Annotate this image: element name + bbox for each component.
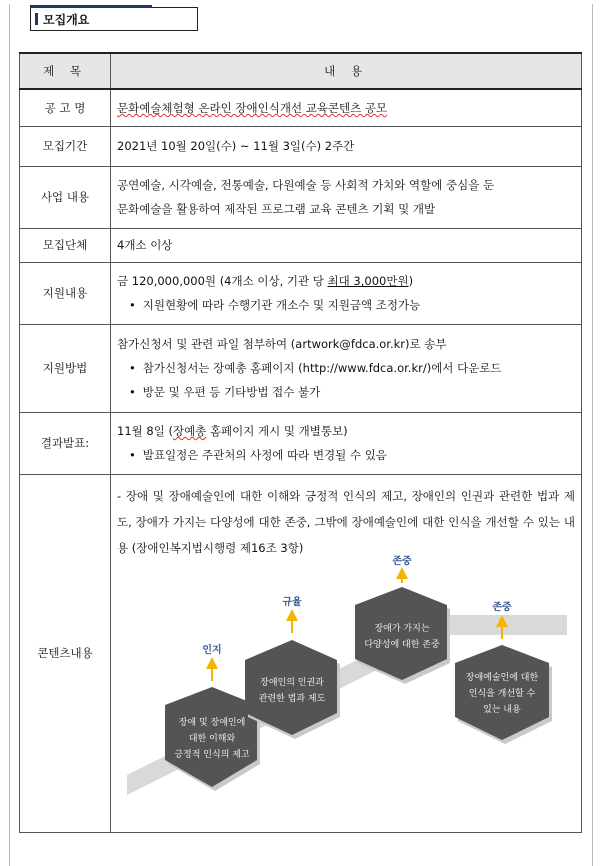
row-label-period: 모집기간 — [20, 126, 111, 166]
hexagon-3 — [355, 555, 450, 684]
result-date-text: 11월 8일 ( — [117, 424, 173, 438]
result-suffix-text: 홈페이지 게시 및 개별통보) — [206, 424, 348, 438]
table-row — [20, 89, 582, 126]
hexagon-4-line-2: 인식을 개선할 수 — [468, 688, 536, 699]
row-value-period: 2021년 10월 20일(수) ~ 11월 3일(수) 2주간 — [111, 126, 582, 166]
business-line-1: 공연예술, 시각예술, 전통예술, 다원예술 등 사회적 가치와 역할에 중심을 둔 — [117, 178, 495, 192]
table-row — [20, 126, 582, 166]
method-line-1: 참가신청서 및 관련 파일 첨부하여 (artwork@fdca.or.kr)로 송부 — [117, 337, 447, 351]
row-value-support — [111, 262, 582, 324]
row-label-result: 결과발표: — [20, 412, 111, 474]
hexagon-diagram-svg — [117, 555, 577, 810]
overview-table — [19, 52, 582, 833]
header-content-cell: 내 용 — [111, 53, 582, 89]
row-label-support: 지원내용 — [20, 262, 111, 324]
hexagon-3-title: 존중 — [392, 555, 412, 567]
business-line-2: 문화예술을 활용하여 제작된 프로그램 교육 콘텐츠 기획 및 개발 — [117, 202, 436, 216]
table-header-row — [20, 53, 582, 89]
header-title-cell: 제 목 — [20, 53, 111, 89]
row-value-content — [111, 474, 582, 832]
table-row — [20, 412, 582, 474]
method-bullet-1: • 참가신청서는 장예총 홈페이지 (http://www.fdca.or.kr/)에서 다운로드 — [117, 356, 575, 380]
support-close-paren: ) — [408, 274, 414, 288]
support-amount-text: 금 120,000,000원 (4개소 이상, 기관 당 — [117, 274, 328, 288]
row-value-method — [111, 324, 582, 412]
method-bullet-2: • 방문 및 우편 등 기타방법 접수 불가 — [117, 380, 575, 404]
hexagon-4-title: 존중 — [492, 601, 512, 613]
hexagon-4-line-1: 장애예술인에 대한 — [465, 672, 539, 683]
hexagon-2-line-2: 관련한 법과 제도 — [258, 693, 326, 704]
support-bullet-1: • 지원현황에 따라 수행기관 개소수 및 지원금액 조정가능 — [117, 293, 575, 317]
section-title: 모집개요 — [43, 13, 90, 27]
table-row — [20, 228, 582, 262]
hexagon-2-line-1: 장애인의 인권과 — [260, 677, 324, 688]
row-value-result — [111, 412, 582, 474]
hexagon-diagram — [117, 555, 575, 810]
hexagon-2 — [245, 595, 340, 739]
row-value-groups: 4개소 이상 — [111, 228, 582, 262]
result-line-1 — [117, 419, 575, 443]
hexagon-1-line-3: 긍정적 인식의 제고 — [174, 749, 250, 760]
hexagon-1-line-2: 대한 이해와 — [188, 733, 236, 744]
row-value-title — [111, 89, 582, 126]
hexagon-1-line-1: 장애 및 장애인에 — [178, 717, 246, 728]
table-row — [20, 262, 582, 324]
support-max-text: 최대 3,000만원 — [327, 274, 409, 288]
row-value-business — [111, 166, 582, 228]
hexagon-3-line-1: 장애가 가지는 — [374, 623, 430, 634]
support-line-1 — [117, 269, 575, 293]
table-row — [20, 324, 582, 412]
result-bullet-1: • 발표일정은 주관처의 사정에 따라 변경될 수 있음 — [117, 443, 575, 467]
result-org-text: 장예총 — [172, 424, 207, 438]
row-label-groups: 모집단체 — [20, 228, 111, 262]
hexagon-2-title: 규율 — [282, 596, 302, 608]
hexagon-1-title: 인지 — [202, 644, 222, 656]
row-label-business: 사업 내용 — [20, 166, 111, 228]
row-label-method: 지원방법 — [20, 324, 111, 412]
hexagon-3-line-2: 다양성에 대한 존중 — [364, 639, 440, 650]
hexagon-4-line-3: 있는 내용 — [483, 704, 521, 715]
row-label-title: 공 고 명 — [20, 89, 111, 126]
title-accent-bar — [30, 5, 152, 8]
content-paragraph: - 장애 및 장애예술인에 대한 이해와 긍정적 인식의 제고, 장애인의 인권과 관련한 법과 제도, 장애가 가지는 다양성에 대한 존중, 그밖에 장애예술인에 대한 인식을 개선할 수 있는 내용 (장애인복지법시행령 제16조 3항) — [117, 488, 575, 555]
table-row — [20, 166, 582, 228]
row-label-content: 콘텐츠내용 — [20, 474, 111, 832]
title-marker — [35, 13, 38, 25]
notice-title-text: 문화예술체험형 온라인 장애인식개선 교육콘텐츠 공모 — [117, 100, 388, 115]
table-row — [20, 474, 582, 832]
section-title-box — [30, 7, 198, 31]
